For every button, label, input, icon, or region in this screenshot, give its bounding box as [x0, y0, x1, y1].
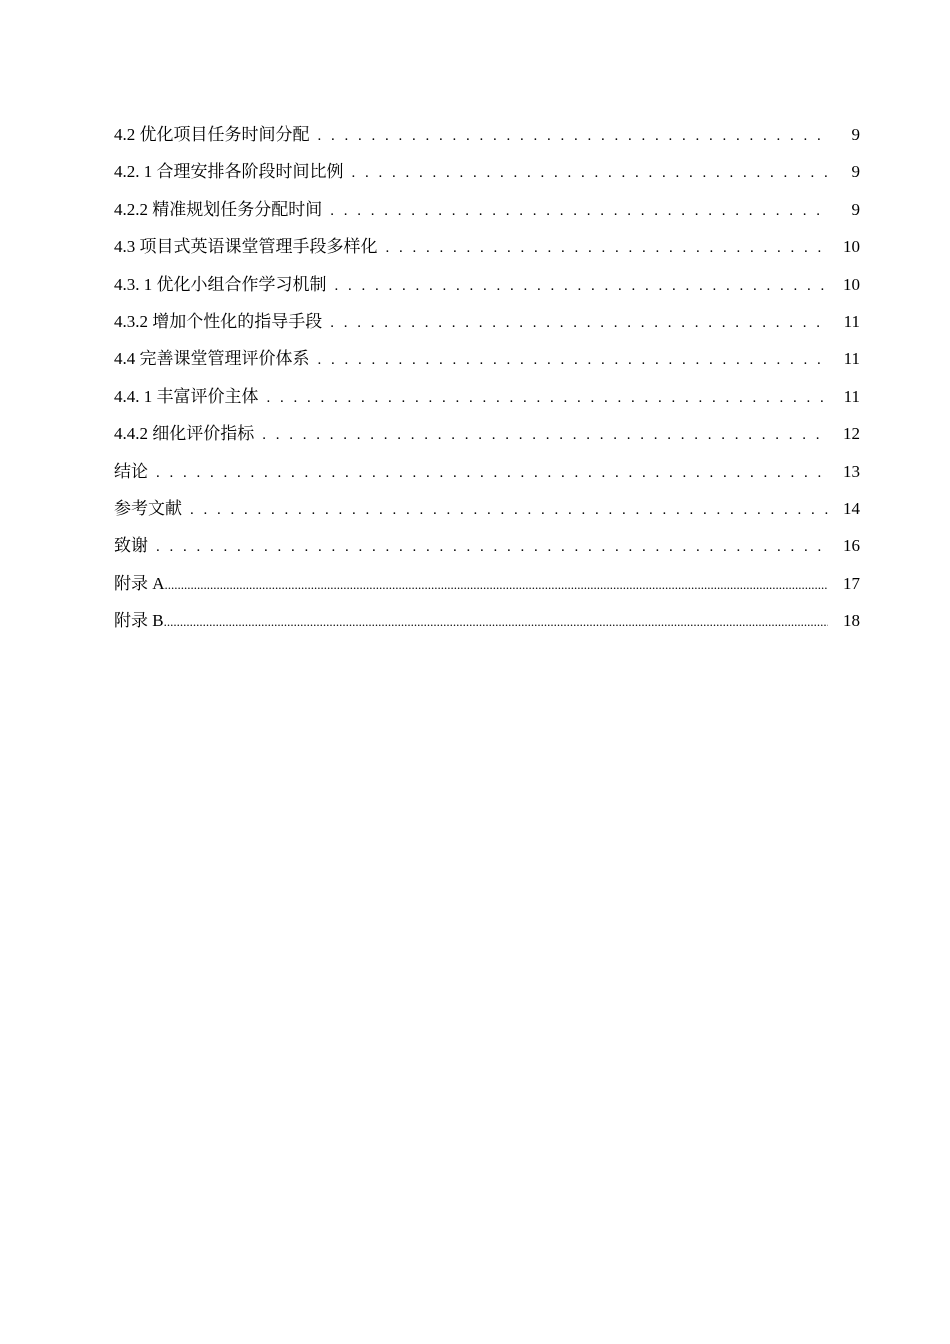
toc-entry-page: 9 — [851, 125, 860, 144]
toc-entry[interactable] — [114, 303, 860, 340]
toc-entry-page: 16 — [843, 536, 860, 556]
toc-entry-label: 4.3 项目式英语课堂管理手段多样化 — [114, 237, 378, 257]
toc-entry-label: 4.4. 1 丰富评价主体 — [114, 386, 259, 406]
toc-leader-dots — [318, 118, 829, 155]
toc-entry-page: 17 — [843, 573, 860, 593]
toc-leader-dots — [156, 455, 828, 492]
toc-entry[interactable] — [114, 191, 860, 228]
toc-entry-page: 10 — [843, 237, 860, 257]
toc-entry[interactable] — [114, 266, 860, 303]
toc-entry-label: 结论 — [114, 461, 148, 481]
toc-entry[interactable] — [114, 453, 860, 490]
toc-entry-page: 11 — [843, 311, 860, 331]
toc-leader-dots — [190, 492, 828, 529]
toc-entry-label: 致谢 — [114, 536, 148, 556]
toc-leader-dots — [386, 230, 829, 267]
toc-leader-dots — [318, 342, 829, 379]
toc-entry[interactable] — [114, 153, 860, 190]
toc-entry[interactable] — [114, 228, 860, 265]
toc-leader-dots — [330, 193, 828, 230]
toc-entry-label: 参考文献 — [114, 498, 182, 518]
toc-leader-dots — [165, 566, 828, 603]
toc-entry-page: 9 — [851, 199, 860, 219]
toc-leader-dots — [164, 603, 828, 640]
toc-entry-label: 附录 A — [114, 573, 165, 593]
toc-entry[interactable] — [114, 490, 860, 527]
toc-leader-dots — [335, 268, 829, 305]
toc-entry-page: 11 — [843, 386, 860, 406]
toc-leader-dots — [352, 155, 829, 192]
toc-entry-label: 4.3. 1 优化小组合作学习机制 — [114, 274, 327, 294]
toc-entry-page: 9 — [851, 162, 860, 182]
toc-leader-dots — [267, 380, 829, 417]
toc-entry-label: 4.2.2 精准规划任务分配时间 — [114, 199, 323, 219]
toc-leader-dots — [262, 417, 828, 454]
toc-entry[interactable] — [114, 116, 860, 153]
toc-leader-dots — [330, 305, 828, 342]
toc-entry-page: 10 — [843, 274, 860, 294]
toc-entry-page: 12 — [843, 424, 860, 444]
toc-entry-page: 13 — [843, 461, 860, 481]
toc-entry-page: 11 — [843, 349, 860, 369]
toc-entry[interactable] — [114, 565, 860, 602]
toc-entry-label: 4.2 优化项目任务时间分配 — [114, 125, 310, 144]
toc-entry-label: 附录 B — [114, 611, 164, 631]
toc-leader-dots — [156, 529, 828, 566]
toc-entry-label: 4.4 完善课堂管理评价体系 — [114, 349, 310, 369]
toc-entry[interactable] — [114, 340, 860, 377]
toc-entry-page: 18 — [843, 611, 860, 631]
toc-entry[interactable] — [114, 602, 860, 639]
toc-entry[interactable] — [114, 415, 860, 452]
toc-entry-label: 4.3.2 增加个性化的指导手段 — [114, 311, 323, 331]
toc-entry-label: 4.4.2 细化评价指标 — [114, 424, 255, 444]
toc-entry[interactable] — [114, 378, 860, 415]
toc-entry-page: 14 — [843, 498, 860, 518]
toc-entry[interactable] — [114, 527, 860, 564]
toc-entry-label: 4.2. 1 合理安排各阶段时间比例 — [114, 162, 344, 182]
table-of-contents — [114, 116, 860, 639]
